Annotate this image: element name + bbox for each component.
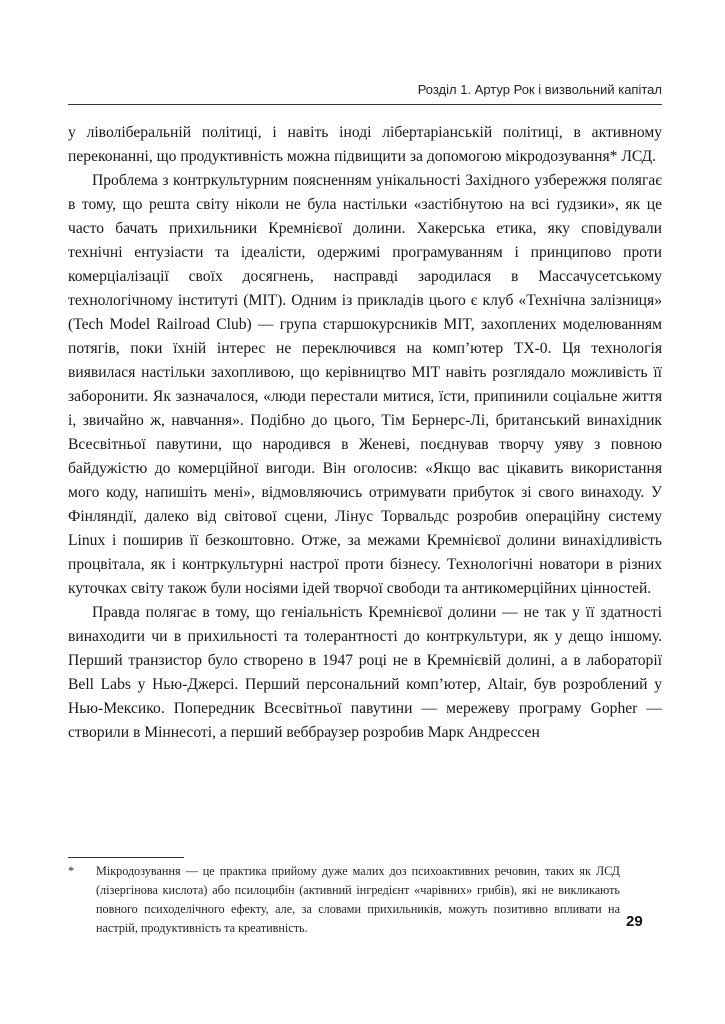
paragraph: Проблема з контркультурним поясненням унікальності Західного узбережжя полягає в тому, що решта світу ніколи не була настільки «застібнутою на всі ґудзики», як це часто бачать прихильники Кремнієвої долини. Хакерська етика, яку сповідували технічні ентузіасти та ідеалісти, одержимі програмуванням і принципово проти комерціалізації своїх досягнень, насправді зародилася в Массачусетському технологічному інституті (MIT). Одним із прикладів цього є клуб «Технічна залізниця» (Tech Model Railroad Club) — група старшокурсників MIT, захоплених моделюванням потягів, поки їхній інтерес не переключився на комп’ютер TX-0. Ця технологія виявилася настільки захопливою, що керівництво MIT навіть розглядало можливість її заборонити. Як зазначалося, «люди перестали митися, їсти, припинили соціальне життя і, звичайно ж, навчання». Подібно до цього, Тім Бернерс-Лі, британський винахідник Всесвітньої павутини, що народився в Женеві, поєднував творчу уяву з повною байдужістю до комерційної вигоди. Він оголосив: «Якщо вас цікавить використання мого коду, напишіть мені», відмовляючись отримувати прибуток зі свого винаходу. У Фінляндії, далеко від світової сцени, Лінус Торвальдс розробив операційну систему Linux і поширив її безкоштовно. Отже, за межами Кремнієвої долини винахідливість процвітала, як і контркультурні настрої проти бізнесу. Технологічні новатори в різних куточках світу також були носіями ідей творчої свободи та антикомерційних цінностей. [68, 172, 662, 597]
footnote-text: Мікродозування — це практика прийому дуже малих доз психоактивних речовин, таких як ЛСД (лізергінова кислота) або псилоцибін (активний інгредієнт «чарівних» грибів), які не викликають повного психоделічного ефекту, але, за словами прихильників, можуть позитивно впливати на настрій, продуктивність та креативність. [96, 864, 620, 935]
footnote-divider [68, 857, 184, 858]
page-number: 29 [626, 913, 643, 930]
running-header: Розділ 1. Артур Рок і визвольний капітал [417, 82, 662, 97]
paragraph-continuation: у ліволіберальній політиці, і навіть іноді лібертаріанській політиці, в активному переконанні, що продуктивність можна підвищити за допомогою мікродозування* ЛСД. [68, 124, 662, 165]
footnote-mark: * [68, 864, 75, 878]
footnote [68, 862, 620, 938]
main-text [68, 121, 662, 745]
paragraph: Правда полягає в тому, що геніальність Кремнієвої долини — не так у її здатності винаходити чи в прихильності та толерантності до контркультури, як у дещо іншому. Перший транзистор було створено в 1947 році не в Кремнієвій долині, а в лабораторії Bell Labs у Нью-Джерсі. Перший персональний комп’ютер, Altair, був розроблений у Нью-Мексико. Попередник Всесвітньої павутини — мережеву програму Gopher — створили в Міннесоті, а перший веббраузер розробив Марк Андрессен [68, 604, 662, 741]
header-divider [68, 104, 662, 105]
